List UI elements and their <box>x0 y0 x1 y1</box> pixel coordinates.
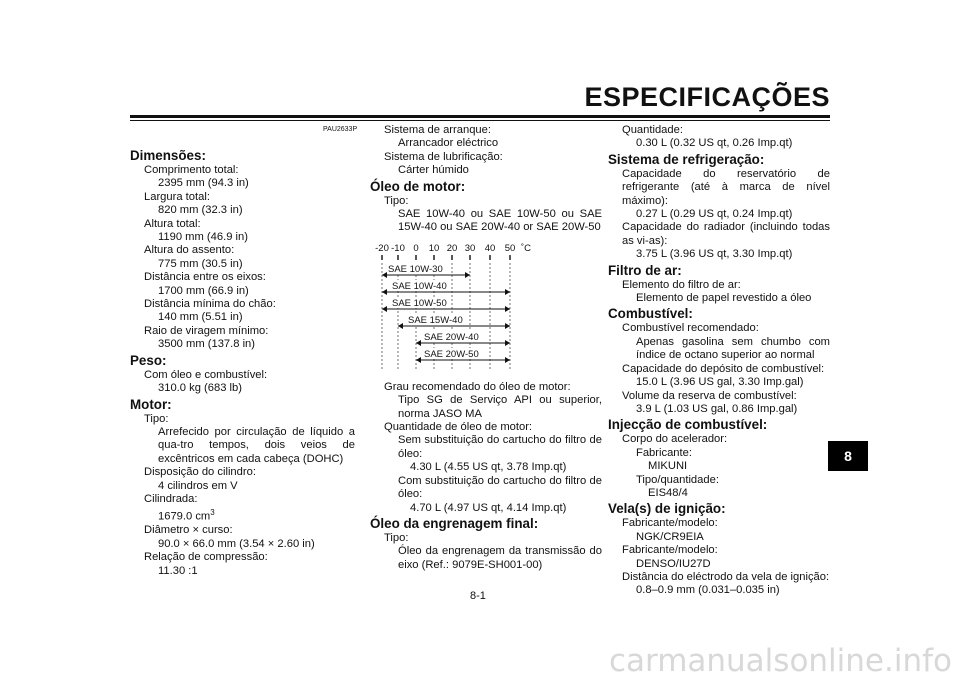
spec-label: Disposição do cilindro: <box>144 466 256 479</box>
column-3 <box>608 124 830 598</box>
heading-oleo-engrenagem: Óleo da engrenagem final: <box>370 515 539 531</box>
range-arrow-right <box>505 289 510 295</box>
range-label: SAE 10W-50 <box>392 297 447 309</box>
spec-value: Elemento de papel revestido a óleo <box>636 292 812 305</box>
page-title: ESPECIFICAÇÕES <box>584 82 830 112</box>
spec-value: Arrefecido por circulação de líquido a qua-tro tempos, dois veios de excêntricos em cada cabeça (DOHC) <box>158 425 355 465</box>
range-label: SAE 20W-40 <box>424 331 479 343</box>
heading-dimensoes: Dimensões: <box>130 148 206 163</box>
spec-label: Sistema de lubrificação: <box>384 150 503 163</box>
range-arrow-left <box>382 289 387 295</box>
spec-label: Combustível recomendado: <box>622 322 759 335</box>
spec-label: Grau recomendado do óleo de motor: <box>384 380 571 393</box>
spec-value: 1190 mm (46.9 in) <box>158 231 248 244</box>
temperature-tick-label: 0 <box>413 242 419 254</box>
watermark: carmanualsonline.info <box>608 643 952 679</box>
spec-value: 3.9 L (1.03 US gal, 0.86 Imp.gal) <box>636 402 798 415</box>
heading-oleo-motor: Óleo de motor: <box>370 178 466 194</box>
spec-value: 2395 mm (94.3 in) <box>158 177 249 190</box>
spec-label: Sistema de arranque: <box>384 124 491 136</box>
spec-value: 4 cilindros em V <box>158 479 238 492</box>
spec-label: Capacidade do radiador (incluindo todas as vi-as): <box>622 221 830 247</box>
spec-value: Arrancador eléctrico <box>398 137 499 150</box>
column-2 <box>370 124 602 572</box>
displacement-superscript: 3 <box>210 508 215 518</box>
header-rule <box>130 115 830 121</box>
range-label: SAE 10W-30 <box>388 263 443 275</box>
page-number: 8-1 <box>470 590 486 602</box>
spec-value: 11.30 :1 <box>158 564 198 577</box>
range-arrow-right <box>465 272 470 278</box>
spec-value: 3500 mm (137.8 in) <box>158 338 256 351</box>
spec-label: Quantidade de óleo de motor: <box>384 421 533 434</box>
spec-label: Fabricante: <box>636 446 692 459</box>
spec-value: Cárter húmido <box>398 164 469 177</box>
heading-peso: Peso: <box>130 352 167 368</box>
spec-value: NGK/CR9EIA <box>636 530 704 543</box>
heading-refrigeracao: Sistema de refrigeração: <box>608 151 765 167</box>
spec-label: Comprimento total: <box>144 164 239 176</box>
spec-label: Tipo: <box>384 194 409 207</box>
spec-value: 820 mm (32.3 in) <box>158 204 243 217</box>
range-label: SAE 15W-40 <box>408 314 463 326</box>
temperature-tick-label: 40 <box>484 242 496 254</box>
spec-value: Apenas gasolina sem chumbo com índice de octano superior ao normal <box>636 335 830 362</box>
spec-label: Tipo: <box>144 412 169 425</box>
spec-value: Óleo da engrenagem da transmissão do eixo (Ref.: 9079E-SH001-00) <box>398 545 602 571</box>
range-arrow-right <box>505 323 510 329</box>
oil-viscosity-chart <box>370 241 602 371</box>
spec-value: EIS48/4 <box>648 486 688 499</box>
spec-label: Distância mínima do chão: <box>144 298 276 311</box>
spec-label: Altura do assento: <box>144 244 235 257</box>
temperature-tick-label: 20 <box>446 242 458 254</box>
heading-motor: Motor: <box>130 396 172 412</box>
spec-label: Sem substituição do cartucho do filtro de óleo: <box>398 434 602 460</box>
temperature-tick-label: 10 <box>428 242 440 254</box>
spec-label: Distância do eléctrodo da vela de ignição: <box>622 570 830 583</box>
temperature-unit: ˚C <box>521 242 532 254</box>
heading-combustivel: Combustível: <box>608 306 693 322</box>
spec-value: 310.0 kg (683 lb) <box>158 382 242 395</box>
section-code: PAU2633P <box>323 126 358 133</box>
spec-value: 90.0 × 66.0 mm (3.54 × 2.60 in) <box>158 537 315 550</box>
spec-value-displacement <box>130 506 355 524</box>
range-arrow-right <box>505 306 510 312</box>
range-label: SAE 10W-40 <box>392 280 447 292</box>
spec-label: Raio de viragem mínimo: <box>144 324 269 337</box>
range-arrow-right <box>505 357 510 363</box>
range-arrow-left <box>382 306 387 312</box>
heading-vela: Vela(s) de ignição: <box>608 501 726 517</box>
temperature-tick-label: -10 <box>391 242 405 254</box>
temperature-tick-label: 50 <box>504 242 516 254</box>
spec-value: Tipo SG de Serviço API ou superior, norma JASO MA <box>398 394 602 420</box>
range-arrow-left <box>382 272 387 278</box>
spec-value: MIKUNI <box>648 460 688 473</box>
heading-injeccao: Injecção de combustível: <box>608 417 768 433</box>
spec-label: Relação de compressão: <box>144 551 268 564</box>
chapter-tab[interactable]: 8 <box>828 441 868 471</box>
spec-value: 4.70 L (4.97 US qt, 4.14 Imp.qt) <box>410 501 567 514</box>
spec-label: Fabricante/modelo: <box>622 544 718 557</box>
spec-label: Tipo/quantidade: <box>636 473 719 486</box>
spec-label: Capacidade do depósito de combustível: <box>622 362 825 375</box>
range-arrow-left <box>416 357 421 363</box>
spec-value: 0.8–0.9 mm (0.031–0.035 in) <box>636 584 780 597</box>
range-label: SAE 20W-50 <box>424 348 479 360</box>
spec-label: Fabricante/modelo: <box>622 517 718 530</box>
displacement-value: 1679.0 cm <box>158 511 211 524</box>
spec-label: Corpo do acelerador: <box>622 433 728 446</box>
range-arrow-left <box>416 340 421 346</box>
spec-value: 3.75 L (3.96 US qt, 3.30 Imp.qt) <box>636 248 793 261</box>
spec-label: Com substituição do cartucho do filtro de óleo: <box>398 474 602 501</box>
spec-label: Capacidade do reservatório de refrigerante (até à marca de nível máximo): <box>622 167 830 207</box>
spec-label: Altura total: <box>144 217 201 230</box>
spec-value: DENSO/IU27D <box>636 557 711 570</box>
range-arrow-left <box>398 323 403 329</box>
spec-value: 140 mm (5.51 in) <box>158 311 243 324</box>
spec-value: 4.30 L (4.55 US qt, 3.78 Imp.qt) <box>410 461 567 474</box>
spec-value: SAE 10W-40 ou SAE 10W-50 ou SAE 15W-40 ou SAE 20W-40 or SAE 20W-50 <box>398 208 602 234</box>
spec-label: Volume da reserva de combustível: <box>622 389 797 402</box>
temperature-tick-label: 30 <box>464 242 476 254</box>
spec-label: Tipo: <box>384 531 409 544</box>
spec-label: Cilindrada: <box>144 492 198 505</box>
spec-label: Distância entre os eixos: <box>144 271 266 284</box>
spec-value: 0.30 L (0.32 US qt, 0.26 Imp.qt) <box>636 137 793 150</box>
spec-label: Com óleo e combustível: <box>144 368 268 381</box>
spec-value: 775 mm (30.5 in) <box>158 257 243 270</box>
range-arrow-right <box>505 340 510 346</box>
spec-label: Diâmetro × curso: <box>144 524 233 537</box>
spec-label: Elemento do filtro de ar: <box>622 278 741 291</box>
temperature-tick-label: -20 <box>375 242 389 254</box>
spec-value: 0.27 L (0.29 US qt, 0.24 Imp.qt) <box>636 208 793 221</box>
spec-label: Largura total: <box>144 190 210 203</box>
spec-value: 15.0 L (3.96 US gal, 3.30 Imp.gal) <box>636 376 804 389</box>
spec-label: Quantidade: <box>622 124 683 136</box>
spec-value: 1700 mm (66.9 in) <box>158 284 249 297</box>
column-1 <box>130 124 358 578</box>
heading-filtro-ar: Filtro de ar: <box>608 262 682 278</box>
